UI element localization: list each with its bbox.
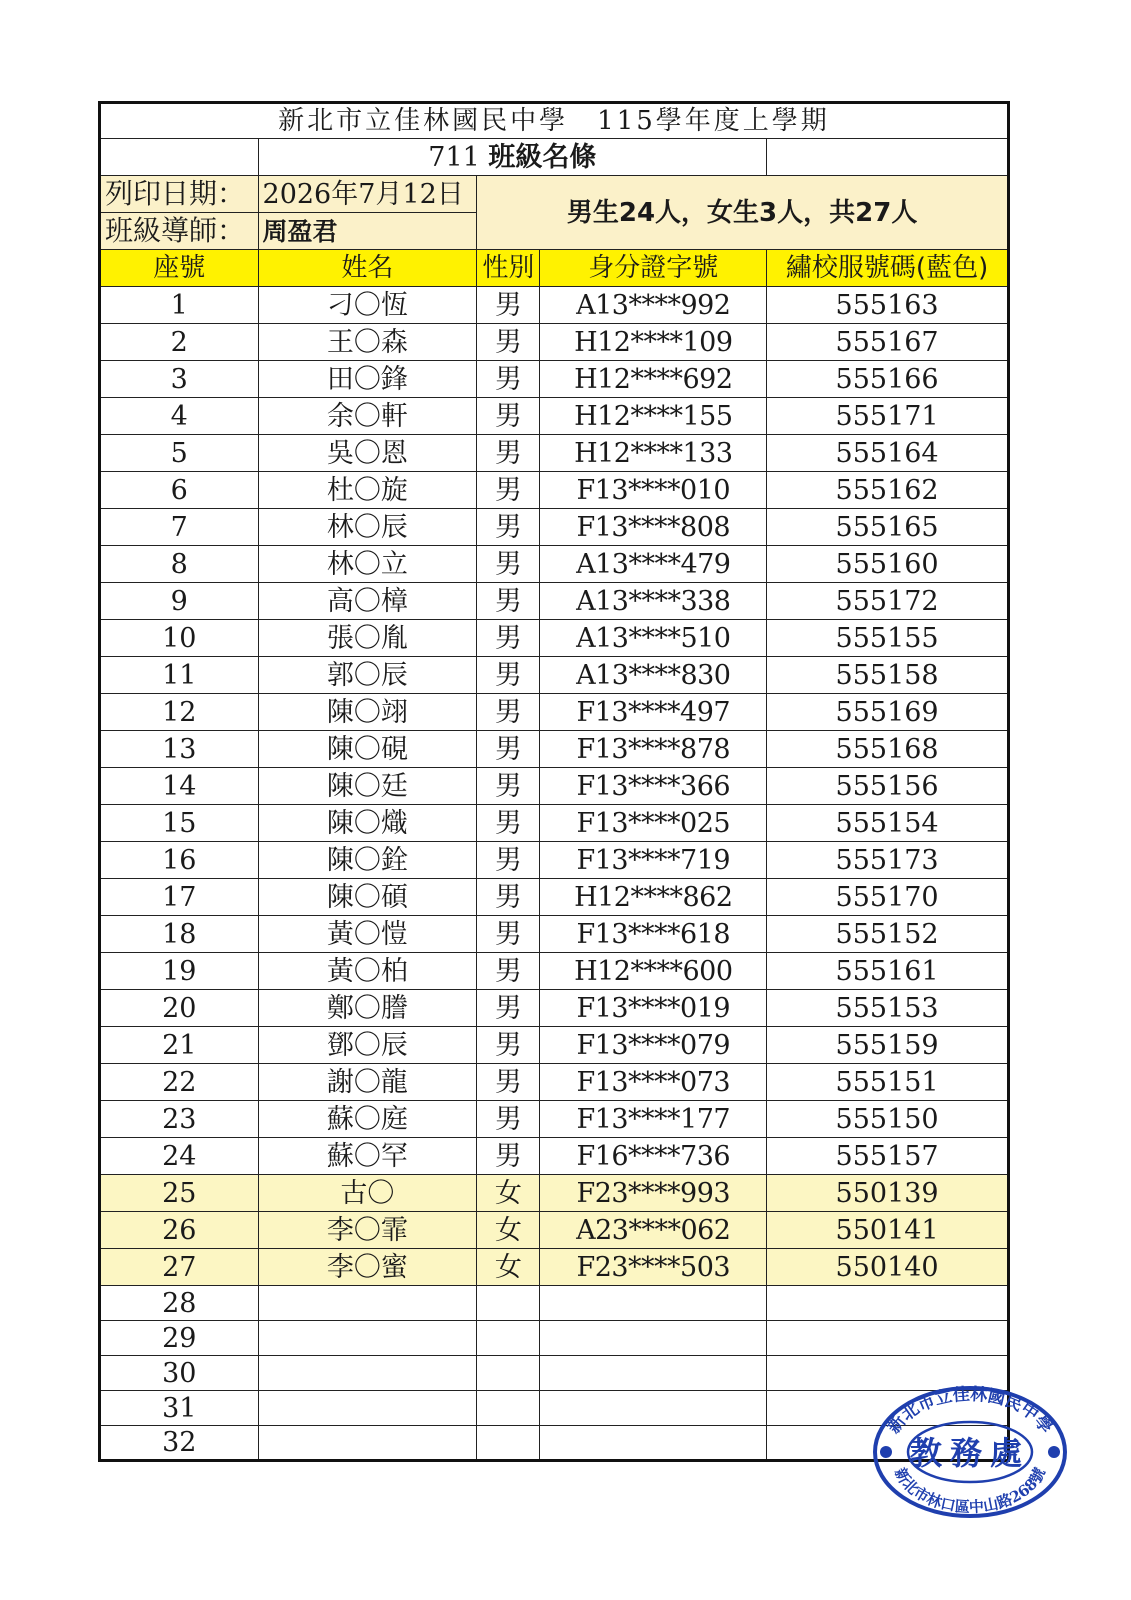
uniform-number-cell: 555162 <box>767 472 1009 509</box>
gender-cell: 男 <box>477 916 540 953</box>
id-number-cell: F13****497 <box>540 694 767 731</box>
student-name-cell <box>258 1286 477 1321</box>
uniform-number-cell: 555155 <box>767 620 1009 657</box>
table-row <box>100 805 1009 842</box>
table-row <box>100 1286 1009 1321</box>
seat-number-cell: 28 <box>100 1286 259 1321</box>
id-number-cell: H12****692 <box>540 361 767 398</box>
uniform-number-cell: 555169 <box>767 694 1009 731</box>
seat-number-cell: 2 <box>100 324 259 361</box>
student-name-cell: 李〇霏 <box>258 1212 477 1249</box>
seat-number-cell: 7 <box>100 509 259 546</box>
uniform-number-cell: 555153 <box>767 990 1009 1027</box>
school-office-stamp <box>870 1378 1070 1518</box>
student-name-cell: 謝〇龍 <box>258 1064 477 1101</box>
seat-number-cell: 18 <box>100 916 259 953</box>
stamp-ring-text: 新北市立佳林國民中學 <box>883 1384 1057 1438</box>
header-uniform-number: 繡校服號碼(藍色) <box>767 250 1009 287</box>
student-name-cell: 高〇樟 <box>258 583 477 620</box>
gender-cell <box>477 1391 540 1426</box>
student-name-cell: 余〇軒 <box>258 398 477 435</box>
gender-cell: 女 <box>477 1249 540 1286</box>
seat-number-cell: 14 <box>100 768 259 805</box>
student-name-cell: 張〇胤 <box>258 620 477 657</box>
seat-number-cell: 9 <box>100 583 259 620</box>
gender-cell: 男 <box>477 1138 540 1175</box>
gender-cell: 男 <box>477 583 540 620</box>
table-row <box>100 916 1009 953</box>
student-name-cell <box>258 1321 477 1356</box>
student-name-cell: 陳〇硯 <box>258 731 477 768</box>
blank-cell <box>767 139 1009 176</box>
seat-number-cell: 1 <box>100 287 259 324</box>
seat-number-cell: 10 <box>100 620 259 657</box>
gender-cell: 男 <box>477 805 540 842</box>
gender-cell: 男 <box>477 398 540 435</box>
id-number-cell: F13****808 <box>540 509 767 546</box>
uniform-number-cell: 555157 <box>767 1138 1009 1175</box>
id-number-cell: H12****862 <box>540 879 767 916</box>
gender-cell: 男 <box>477 731 540 768</box>
id-number-cell: A13****338 <box>540 583 767 620</box>
column-header-row <box>100 250 1009 287</box>
id-number-cell: A13****479 <box>540 546 767 583</box>
table-row <box>100 990 1009 1027</box>
table-row <box>100 879 1009 916</box>
uniform-number-cell: 555173 <box>767 842 1009 879</box>
seat-number-cell: 13 <box>100 731 259 768</box>
student-name-cell: 李〇蜜 <box>258 1249 477 1286</box>
uniform-number-cell <box>767 1286 1009 1321</box>
class-roster-table <box>98 101 1010 1462</box>
uniform-number-cell: 550141 <box>767 1212 1009 1249</box>
gender-cell: 男 <box>477 1101 540 1138</box>
gender-cell: 男 <box>477 324 540 361</box>
student-name-cell: 杜〇旋 <box>258 472 477 509</box>
student-name-cell: 陳〇熾 <box>258 805 477 842</box>
gender-cell: 男 <box>477 509 540 546</box>
id-number-cell: A23****062 <box>540 1212 767 1249</box>
id-number-cell: A13****992 <box>540 287 767 324</box>
id-number-cell: F13****025 <box>540 805 767 842</box>
table-row <box>100 1138 1009 1175</box>
seat-number-cell: 17 <box>100 879 259 916</box>
gender-cell: 男 <box>477 620 540 657</box>
id-number-cell: F13****019 <box>540 990 767 1027</box>
subtitle-row <box>100 139 1009 176</box>
gender-summary: 男生24人，女生3人，共27人 <box>477 176 1009 250</box>
id-number-cell: F13****618 <box>540 916 767 953</box>
student-name-cell <box>258 1356 477 1391</box>
table-row <box>100 1212 1009 1249</box>
id-number-cell: A13****510 <box>540 620 767 657</box>
table-row <box>100 472 1009 509</box>
class-title-label: 班級名條 <box>488 141 597 173</box>
seat-number-cell: 15 <box>100 805 259 842</box>
student-name-cell: 林〇立 <box>258 546 477 583</box>
seat-number-cell: 8 <box>100 546 259 583</box>
seat-number-cell: 11 <box>100 657 259 694</box>
table-row <box>100 620 1009 657</box>
gender-cell: 男 <box>477 287 540 324</box>
id-number-cell <box>540 1286 767 1321</box>
gender-cell <box>477 1321 540 1356</box>
blank-cell <box>100 139 259 176</box>
gender-cell: 男 <box>477 953 540 990</box>
student-name-cell: 鄧〇辰 <box>258 1027 477 1064</box>
id-number-cell: H12****600 <box>540 953 767 990</box>
uniform-number-cell: 555154 <box>767 805 1009 842</box>
seat-number-cell: 22 <box>100 1064 259 1101</box>
teacher-label: 班級導師： <box>100 213 259 250</box>
seat-number-cell: 5 <box>100 435 259 472</box>
gender-cell: 男 <box>477 1064 540 1101</box>
id-number-cell <box>540 1356 767 1391</box>
uniform-number-cell: 550140 <box>767 1249 1009 1286</box>
gender-cell: 男 <box>477 694 540 731</box>
gender-cell: 男 <box>477 361 540 398</box>
student-name-cell: 蘇〇罕 <box>258 1138 477 1175</box>
seat-number-cell: 31 <box>100 1391 259 1426</box>
table-row <box>100 287 1009 324</box>
id-number-cell: F13****079 <box>540 1027 767 1064</box>
student-name-cell: 陳〇廷 <box>258 768 477 805</box>
student-name-cell: 刁〇恆 <box>258 287 477 324</box>
student-name-cell: 古〇 <box>258 1175 477 1212</box>
id-number-cell: F16****736 <box>540 1138 767 1175</box>
id-number-cell: F13****719 <box>540 842 767 879</box>
table-row <box>100 398 1009 435</box>
table-row <box>100 694 1009 731</box>
table-row <box>100 546 1009 583</box>
stamp-bottom-text: 新北市林口區中山路268號 <box>890 1464 1050 1517</box>
gender-cell <box>477 1426 540 1461</box>
stamp-center-text: 教務處 <box>909 1434 1031 1472</box>
uniform-number-cell: 555161 <box>767 953 1009 990</box>
table-row <box>100 435 1009 472</box>
gender-cell <box>477 1286 540 1321</box>
id-number-cell <box>540 1426 767 1461</box>
table-row <box>100 361 1009 398</box>
table-row <box>100 842 1009 879</box>
uniform-number-cell: 555164 <box>767 435 1009 472</box>
uniform-number-cell: 555151 <box>767 1064 1009 1101</box>
gender-cell: 男 <box>477 435 540 472</box>
title-row <box>100 103 1009 139</box>
stamp-flower-left-icon <box>880 1446 892 1458</box>
table-row <box>100 953 1009 990</box>
student-name-cell <box>258 1391 477 1426</box>
table-row <box>100 509 1009 546</box>
table-row <box>100 1027 1009 1064</box>
student-name-cell <box>258 1426 477 1461</box>
table-row <box>100 1249 1009 1286</box>
id-number-cell: F13****010 <box>540 472 767 509</box>
id-number-cell: H12****155 <box>540 398 767 435</box>
seat-number-cell: 29 <box>100 1321 259 1356</box>
id-number-cell <box>540 1391 767 1426</box>
seat-number-cell: 3 <box>100 361 259 398</box>
table-row <box>100 1321 1009 1356</box>
seat-number-cell: 21 <box>100 1027 259 1064</box>
uniform-number-cell: 555172 <box>767 583 1009 620</box>
seat-number-cell: 12 <box>100 694 259 731</box>
gender-cell: 男 <box>477 990 540 1027</box>
uniform-number-cell: 555158 <box>767 657 1009 694</box>
id-number-cell: H12****109 <box>540 324 767 361</box>
id-number-cell: A13****830 <box>540 657 767 694</box>
gender-cell: 男 <box>477 842 540 879</box>
seat-number-cell: 30 <box>100 1356 259 1391</box>
id-number-cell: F23****503 <box>540 1249 767 1286</box>
uniform-number-cell: 555163 <box>767 287 1009 324</box>
uniform-number-cell: 550139 <box>767 1175 1009 1212</box>
gender-cell: 男 <box>477 657 540 694</box>
seat-number-cell: 20 <box>100 990 259 1027</box>
gender-cell: 男 <box>477 1027 540 1064</box>
uniform-number-cell: 555160 <box>767 546 1009 583</box>
seat-number-cell: 25 <box>100 1175 259 1212</box>
header-seat-number: 座號 <box>100 250 259 287</box>
seat-number-cell: 24 <box>100 1138 259 1175</box>
uniform-number-cell: 555152 <box>767 916 1009 953</box>
id-number-cell: F13****366 <box>540 768 767 805</box>
uniform-number-cell: 555168 <box>767 731 1009 768</box>
uniform-number-cell: 555167 <box>767 324 1009 361</box>
student-name-cell: 蘇〇庭 <box>258 1101 477 1138</box>
gender-cell: 男 <box>477 546 540 583</box>
gender-cell: 女 <box>477 1212 540 1249</box>
student-name-cell: 陳〇銓 <box>258 842 477 879</box>
seat-number-cell: 6 <box>100 472 259 509</box>
print-date-label: 列印日期： <box>100 176 259 213</box>
student-name-cell: 郭〇辰 <box>258 657 477 694</box>
uniform-number-cell: 555170 <box>767 879 1009 916</box>
student-name-cell: 田〇鋒 <box>258 361 477 398</box>
seat-number-cell: 16 <box>100 842 259 879</box>
uniform-number-cell: 555159 <box>767 1027 1009 1064</box>
header-name: 姓名 <box>258 250 477 287</box>
id-number-cell: F13****177 <box>540 1101 767 1138</box>
student-name-cell: 黃〇柏 <box>258 953 477 990</box>
uniform-number-cell: 555150 <box>767 1101 1009 1138</box>
print-date-value: 2026年7月12日 <box>258 176 477 213</box>
student-name-cell: 陳〇翊 <box>258 694 477 731</box>
header-id-number: 身分證字號 <box>540 250 767 287</box>
table-row <box>100 324 1009 361</box>
uniform-number-cell: 555165 <box>767 509 1009 546</box>
sheet-title: 新北市立佳林國民中學 115學年度上學期 <box>100 103 1009 139</box>
table-row <box>100 1101 1009 1138</box>
table-row <box>100 1175 1009 1212</box>
seat-number-cell: 27 <box>100 1249 259 1286</box>
id-number-cell: H12****133 <box>540 435 767 472</box>
student-name-cell: 黃〇愷 <box>258 916 477 953</box>
seat-number-cell: 32 <box>100 1426 259 1461</box>
table-row <box>100 583 1009 620</box>
student-name-cell: 吳〇恩 <box>258 435 477 472</box>
class-number: 711 <box>428 141 480 173</box>
student-name-cell: 鄭〇謄 <box>258 990 477 1027</box>
uniform-number-cell: 555171 <box>767 398 1009 435</box>
gender-cell: 男 <box>477 768 540 805</box>
seat-number-cell: 19 <box>100 953 259 990</box>
id-number-cell: F13****073 <box>540 1064 767 1101</box>
id-number-cell: F23****993 <box>540 1175 767 1212</box>
id-number-cell: F13****878 <box>540 731 767 768</box>
header-gender: 性別 <box>477 250 540 287</box>
stamp-flower-right-icon <box>1048 1446 1060 1458</box>
student-name-cell: 林〇辰 <box>258 509 477 546</box>
student-name-cell: 陳〇碩 <box>258 879 477 916</box>
seat-number-cell: 23 <box>100 1101 259 1138</box>
teacher-name: 周盈君 <box>258 213 477 250</box>
table-row <box>100 1064 1009 1101</box>
uniform-number-cell: 555156 <box>767 768 1009 805</box>
gender-cell: 男 <box>477 879 540 916</box>
gender-cell <box>477 1356 540 1391</box>
table-row <box>100 768 1009 805</box>
gender-cell: 男 <box>477 472 540 509</box>
table-row <box>100 731 1009 768</box>
uniform-number-cell: 555166 <box>767 361 1009 398</box>
seat-number-cell: 4 <box>100 398 259 435</box>
table-row <box>100 657 1009 694</box>
seat-number-cell: 26 <box>100 1212 259 1249</box>
print-date-row <box>100 176 1009 213</box>
uniform-number-cell <box>767 1321 1009 1356</box>
id-number-cell <box>540 1321 767 1356</box>
class-title <box>258 139 767 176</box>
gender-cell: 女 <box>477 1175 540 1212</box>
student-name-cell: 王〇森 <box>258 324 477 361</box>
